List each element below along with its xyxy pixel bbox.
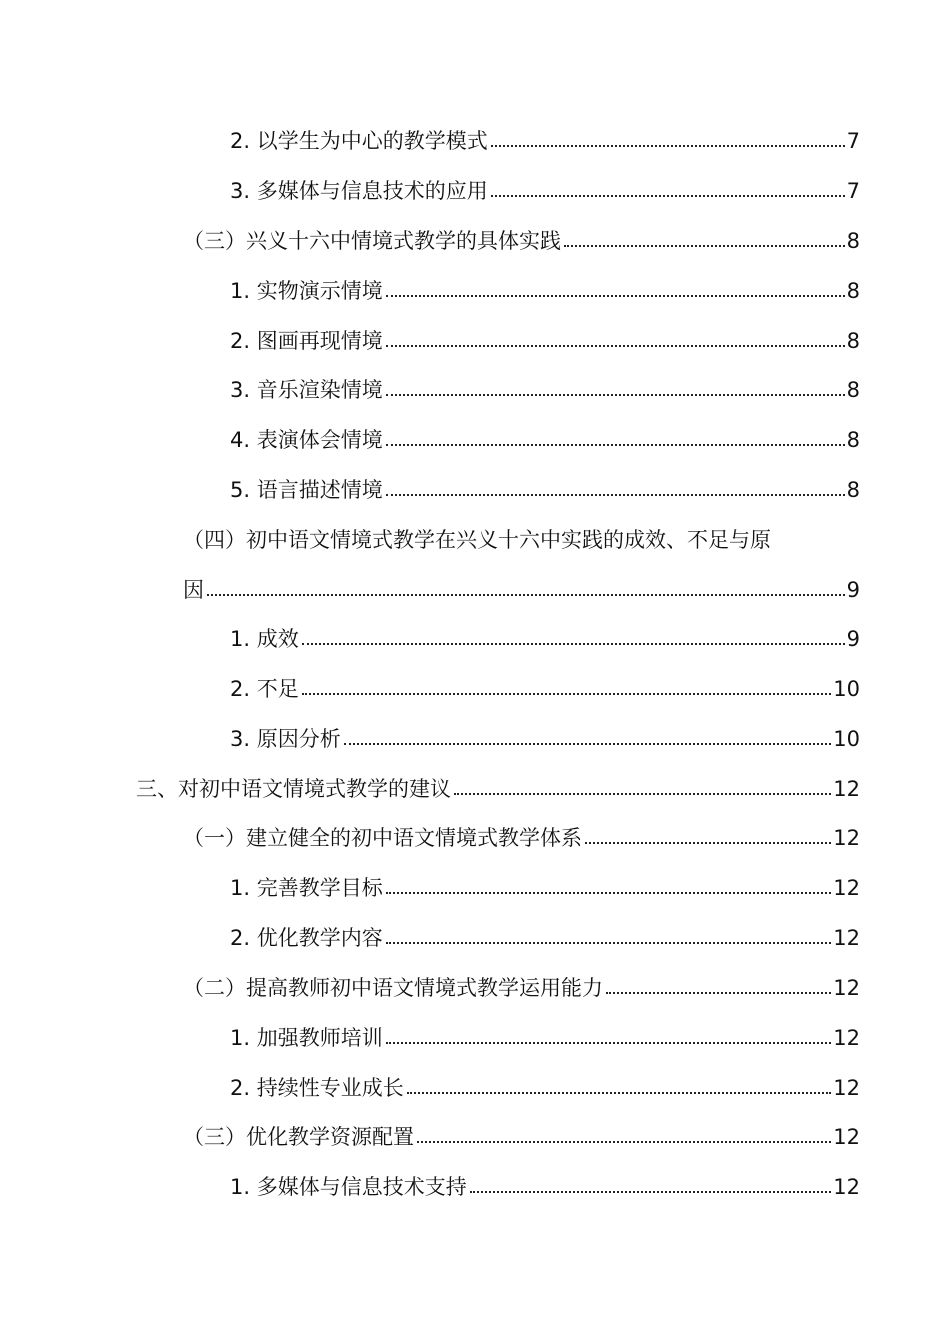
toc-entry-label: 因 <box>183 578 204 602</box>
toc-entry[interactable] <box>230 326 860 356</box>
toc-entry-label: 4. 表演体会情境 <box>230 428 383 452</box>
toc-entry[interactable] <box>230 375 860 405</box>
toc-entry-page: 9 <box>846 578 860 602</box>
toc-entry-label: 1. 实物演示情境 <box>230 279 383 303</box>
toc-entry-label: 5. 语言描述情境 <box>230 478 383 502</box>
toc-leader-dots <box>344 743 832 745</box>
toc-entry-page: 12 <box>833 777 860 801</box>
toc-entry-page: 8 <box>846 478 860 502</box>
toc-leader-dots <box>491 145 845 147</box>
toc-entry-label-line1[interactable]: （四）初中语文情境式教学在兴义十六中实践的成效、不足与原 <box>183 528 771 552</box>
toc-leader-dots <box>386 295 845 297</box>
toc-entry-page: 8 <box>846 428 860 452</box>
toc-entry-label: 3. 原因分析 <box>230 727 341 751</box>
toc-entry-label: 3. 音乐渲染情境 <box>230 378 383 402</box>
toc-entry-page: 12 <box>833 826 860 850</box>
toc-entry-page: 12 <box>833 1076 860 1100</box>
toc-leader-dots <box>491 195 845 197</box>
toc-entry-label: 2. 优化教学内容 <box>230 926 383 950</box>
toc-leader-dots <box>386 394 845 396</box>
toc-entry[interactable] <box>230 1023 860 1053</box>
toc-entry[interactable] <box>230 126 860 156</box>
toc-entry-page: 7 <box>846 129 860 153</box>
toc-entry[interactable] <box>136 774 860 804</box>
toc-entry-label: 2. 持续性专业成长 <box>230 1076 404 1100</box>
toc-entry-label: （三）优化教学资源配置 <box>183 1125 414 1149</box>
toc-entry-page: 10 <box>833 727 860 751</box>
toc-entry[interactable] <box>230 1172 860 1202</box>
toc-entry-label: 1. 成效 <box>230 627 299 651</box>
toc-leader-dots <box>302 643 845 645</box>
toc-entry[interactable] <box>230 923 860 953</box>
toc-entry-label: （三）兴义十六中情境式教学的具体实践 <box>183 229 561 253</box>
toc-entry-label: 2. 不足 <box>230 677 299 701</box>
toc-entry-label: 1. 加强教师培训 <box>230 1026 383 1050</box>
toc-entry[interactable] <box>183 973 860 1003</box>
toc-entry-label: 3. 多媒体与信息技术的应用 <box>230 179 488 203</box>
toc-entry-page: 12 <box>833 1125 860 1149</box>
toc-entry-label: 2. 图画再现情境 <box>230 329 383 353</box>
toc-entry[interactable] <box>183 1122 860 1152</box>
toc-entry[interactable] <box>230 873 860 903</box>
toc-leader-dots <box>417 1141 831 1143</box>
toc-leader-dots <box>564 245 845 247</box>
toc-leader-dots <box>407 1092 832 1094</box>
toc-entry-label: 2. 以学生为中心的教学模式 <box>230 129 488 153</box>
toc-leader-dots <box>470 1191 832 1193</box>
toc-entry[interactable] <box>230 276 860 306</box>
toc-entry-page: 12 <box>833 926 860 950</box>
toc-leader-dots <box>386 494 845 496</box>
toc-leader-dots <box>207 594 845 596</box>
toc-leader-dots <box>386 892 832 894</box>
toc-leader-dots <box>302 693 832 695</box>
toc-entry-page: 8 <box>846 279 860 303</box>
toc-entry-page: 10 <box>833 677 860 701</box>
toc-leader-dots <box>386 444 845 446</box>
toc-entry-page: 9 <box>846 627 860 651</box>
toc-leader-dots <box>606 992 831 994</box>
toc-entry-page: 8 <box>846 378 860 402</box>
toc-entry-label: 三、对初中语文情境式教学的建议 <box>136 777 451 801</box>
toc-entry[interactable] <box>183 823 860 853</box>
toc-leader-dots <box>386 345 845 347</box>
toc-leader-dots <box>585 842 831 844</box>
toc-entry[interactable] <box>183 575 860 605</box>
toc-entry-page: 12 <box>833 1175 860 1199</box>
toc-leader-dots <box>454 793 831 795</box>
toc-entry-page: 12 <box>833 976 860 1000</box>
toc-entry-label: （二）提高教师初中语文情境式教学运用能力 <box>183 976 603 1000</box>
toc-entry-page: 12 <box>833 876 860 900</box>
toc-entry[interactable] <box>230 624 860 654</box>
toc-entry-label: 1. 多媒体与信息技术支持 <box>230 1175 467 1199</box>
toc-entry-page: 12 <box>833 1026 860 1050</box>
toc-entry[interactable] <box>230 674 860 704</box>
toc-entry[interactable] <box>230 176 860 206</box>
toc-entry-page: 8 <box>846 329 860 353</box>
toc-entry[interactable] <box>230 475 860 505</box>
toc-entry-label: （一）建立健全的初中语文情境式教学体系 <box>183 826 582 850</box>
toc-entry-page: 8 <box>846 229 860 253</box>
toc-entry[interactable] <box>230 724 860 754</box>
toc-leader-dots <box>386 1042 832 1044</box>
toc-entry[interactable] <box>183 226 860 256</box>
toc-entry-label: 1. 完善教学目标 <box>230 876 383 900</box>
toc-entry[interactable] <box>230 1073 860 1103</box>
toc-entry-page: 7 <box>846 179 860 203</box>
toc-leader-dots <box>386 942 832 944</box>
toc-entry[interactable] <box>230 425 860 455</box>
